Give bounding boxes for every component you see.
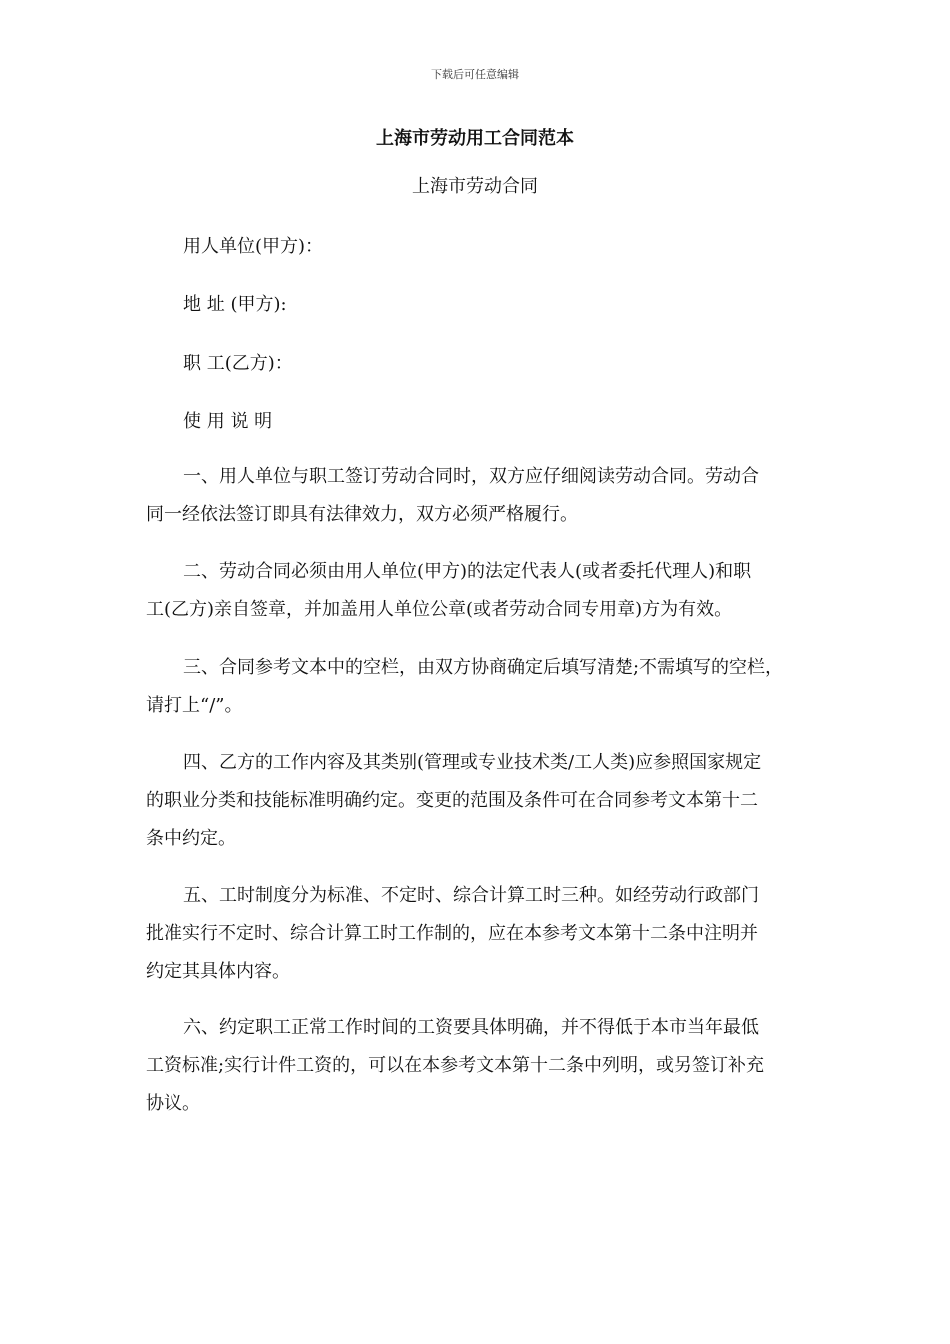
instruction-paragraph-6 bbox=[146, 1009, 811, 1123]
paragraph-line: 批准实行不定时、综合计算工时工作制的，应在本参考文本第十二条中注明并 bbox=[146, 923, 758, 944]
paragraph-line: 三、合同参考文本中的空栏，由双方协商确定后填写清楚;不需填写的空栏， bbox=[183, 657, 784, 678]
address-field: 地 址 (甲方): bbox=[183, 294, 287, 315]
employer-field: 用人单位(甲方)： bbox=[183, 236, 324, 257]
paragraph-line: 一、用人单位与职工签订劳动合同时，双方应仔细阅读劳动合同。劳动合 bbox=[183, 466, 759, 487]
instruction-paragraph-2 bbox=[146, 553, 811, 629]
paragraph-line: 六、约定职工正常工作时间的工资要具体明确，并不得低于本市当年最低 bbox=[183, 1017, 759, 1038]
instruction-paragraph-3 bbox=[146, 649, 811, 725]
instructions-heading: 使 用 说 明 bbox=[183, 411, 273, 432]
paragraph-line: 同一经依法签订即具有法律效力，双方必须严格履行。 bbox=[146, 504, 578, 525]
employee-field: 职 工(乙方)： bbox=[183, 353, 293, 374]
paragraph-line: 工(乙方)亲自签章，并加盖用人单位公章(或者劳动合同专用章)方为有效。 bbox=[146, 599, 733, 620]
paragraph-line: 工资标准;实行计件工资的，可以在本参考文本第十二条中列明，或另签订补充 bbox=[146, 1055, 765, 1076]
instruction-paragraph-5 bbox=[146, 877, 811, 991]
paragraph-line: 条中约定。 bbox=[146, 828, 236, 849]
paragraph-line: 请打上“/”。 bbox=[146, 695, 243, 716]
paragraph-line: 约定其具体内容。 bbox=[146, 961, 290, 982]
paragraph-line: 五、工时制度分为标准、不定时、综合计算工时三种。如经劳动行政部门 bbox=[183, 885, 759, 906]
paragraph-line: 二、劳动合同必须由用人单位(甲方)的法定代表人(或者委托代理人)和职 bbox=[183, 561, 752, 582]
instruction-paragraph-1 bbox=[146, 458, 811, 534]
document-subtitle: 上海市劳动合同 bbox=[412, 176, 538, 197]
document-title: 上海市劳动用工合同范本 bbox=[376, 128, 574, 149]
instruction-paragraph-4 bbox=[146, 744, 811, 858]
header-note: 下载后可任意编辑 bbox=[431, 68, 519, 81]
paragraph-line: 协议。 bbox=[146, 1093, 200, 1114]
paragraph-line: 的职业分类和技能标准明确约定。变更的范围及条件可在合同参考文本第十二 bbox=[146, 790, 758, 811]
paragraph-line: 四、乙方的工作内容及其类别(管理或专业技术类/工人类)应参照国家规定 bbox=[183, 752, 762, 773]
